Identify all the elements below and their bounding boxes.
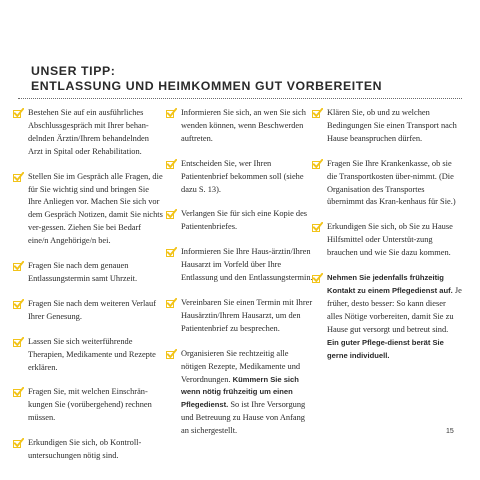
checklist-item-text [181, 246, 314, 285]
body-text: Informieren Sie sich, an wen Sie sich wenden können, wenn Beschwerden auftreten. [181, 108, 306, 143]
checklist-item-text [181, 107, 314, 146]
checklist-item-text [181, 158, 314, 197]
body-text: Stellen Sie im Gespräch alle Fragen, die für Sie wichtig sind und bringen Sie Ihre Anliegen vor. Machen Sie sich vor dem Gespräch Notizen, damit Sie nichts ver-gessen. Ziehen Sie bei Bedarf eine/n Angehörige/n bei. [28, 171, 163, 246]
checkmark-icon [13, 438, 24, 448]
checkmark-icon [312, 273, 323, 283]
body-text: Erkundigen Sie sich, ob Kontroll-untersuchungen nötig sind. [28, 438, 142, 461]
checkmark-icon [13, 261, 24, 271]
checkmark-icon [13, 387, 24, 397]
checklist-item [312, 221, 462, 260]
checklist-item-text [28, 107, 163, 159]
checklist-item-text [327, 158, 462, 210]
checklist-item-text [327, 107, 462, 146]
heading-line-2: ENTLASSUNG UND HEIMKOMMEN GUT VORBEREITEN [31, 79, 383, 93]
checkmark-icon [166, 298, 177, 308]
checklist-item-text [181, 208, 314, 234]
checklist-item-text [181, 348, 314, 438]
column-3 [312, 107, 462, 374]
emphasized-text: Kümmern Sie sich wenn nötig frühzeitig um einen Pflegedienst. [181, 374, 299, 410]
checklist-item-text [327, 221, 462, 260]
checklist-item [166, 246, 314, 285]
body-text: Bestehen Sie auf ein ausführliches Abschlussgespräch mit Ihrer behan-delnden Ärztin/Ihrem behandelnden Arzt in Spital oder Rehabilitation. [28, 108, 149, 156]
checkmark-icon [166, 108, 177, 118]
body-text: Entscheiden Sie, wer Ihren Patientenbrief bekommen soll (siehe dazu S. 13). [181, 158, 304, 194]
checkmark-icon [312, 222, 323, 232]
body-text: Erkundigen Sie sich, ob Sie zu Hause Hilfsmittel oder Unterstüt-zung brauchen und wie Sie dazu kommen. [327, 222, 453, 258]
body-text: So ist Ihre Versorgung und Betreuung zu Hause von Anfang an sichergestellt. [181, 400, 306, 436]
checkmark-icon [13, 108, 24, 118]
emphasized-text: Ein guter Pflege-dienst berät Sie gerne individuell. [327, 337, 444, 360]
checklist-item [166, 348, 314, 438]
checklist-item [13, 386, 163, 425]
heading-line-1: UNSER TIPP: [31, 64, 116, 78]
emphasized-text: Nehmen Sie jedenfalls frühzeitig Kontakt zu einem Pflegedienst auf. [327, 273, 453, 295]
page-heading [31, 64, 382, 94]
column-1 [13, 107, 163, 475]
checklist-item [13, 437, 163, 463]
checklist-item-text [28, 260, 163, 286]
checklist-item [13, 298, 163, 324]
checkmark-icon [312, 108, 323, 118]
checkmark-icon [166, 349, 177, 359]
body-text: Fragen Sie nach dem genauen Entlassungstermin samt Uhrzeit. [28, 261, 138, 283]
checkmark-icon [166, 159, 177, 169]
heading-divider [18, 98, 462, 99]
checkmark-icon [166, 209, 177, 219]
checklist-item [166, 297, 314, 336]
column-2 [166, 107, 314, 450]
body-text: Fragen Sie, mit welchen Einschrän-kungen Sie (vorübergehend) rechnen müssen. [28, 387, 152, 423]
page-number: 15 [446, 428, 454, 435]
checklist-item-text [327, 272, 462, 362]
checklist-item [166, 158, 314, 197]
body-text: Informieren Sie Ihre Haus-ärztin/Ihren Hausarzt im Vorfeld über Ihre Entlassung und den Entlassungstermin. [181, 247, 313, 283]
checklist-item [312, 272, 462, 362]
checklist-item-text [28, 386, 163, 425]
body-text: Je früher, desto besser: So kann dieser alles Nötige vorbereiten, damit Sie zu Hause gut versorgt und betreut sind. [327, 285, 462, 334]
checklist-item [312, 107, 462, 146]
checkmark-icon [13, 299, 24, 309]
checklist-item-text [28, 298, 163, 324]
body-text: Organisieren Sie rechtzeitig alle nötigen Rezepte, Medikamente und Verordnungen. [181, 348, 301, 384]
checklist-item [13, 107, 163, 159]
body-text: Lassen Sie sich weiterführende Therapien, Medikamente und Rezepte erklären. [28, 336, 156, 372]
body-text: Klären Sie, ob und zu welchen Bedingungen Sie einen Transport nach Hause beanspruchen dürfen. [327, 108, 457, 143]
checkmark-icon [312, 159, 323, 169]
checkmark-icon [13, 337, 24, 347]
checklist-item [13, 171, 163, 248]
body-text: Fragen Sie Ihre Krankenkasse, ob sie die Transportkosten über-nimmt. (Die Organisation des Transportes übernimmt das Kran-kenhaus für Sie.) [327, 158, 456, 207]
body-text: Fragen Sie nach dem weiteren Verlauf Ihrer Genesung. [28, 298, 156, 321]
checklist-item [312, 158, 462, 210]
checklist-item [13, 260, 163, 286]
checklist-item-text [28, 171, 163, 248]
body-text: Vereinbaren Sie einen Termin mit Ihrer Hausärztin/Ihrem Hausarzt, um den Patientenbrief zu besprechen. [181, 297, 313, 333]
checklist-item [166, 107, 314, 146]
body-text: Verlangen Sie für sich eine Kopie des Patientenbriefes. [181, 209, 308, 232]
checklist-item-text [28, 336, 163, 375]
checkmark-icon [13, 172, 24, 182]
checklist-item-text [28, 437, 163, 463]
checkmark-icon [166, 247, 177, 257]
checklist-item [166, 208, 314, 234]
checklist-item [13, 336, 163, 375]
checklist-item-text [181, 297, 314, 336]
